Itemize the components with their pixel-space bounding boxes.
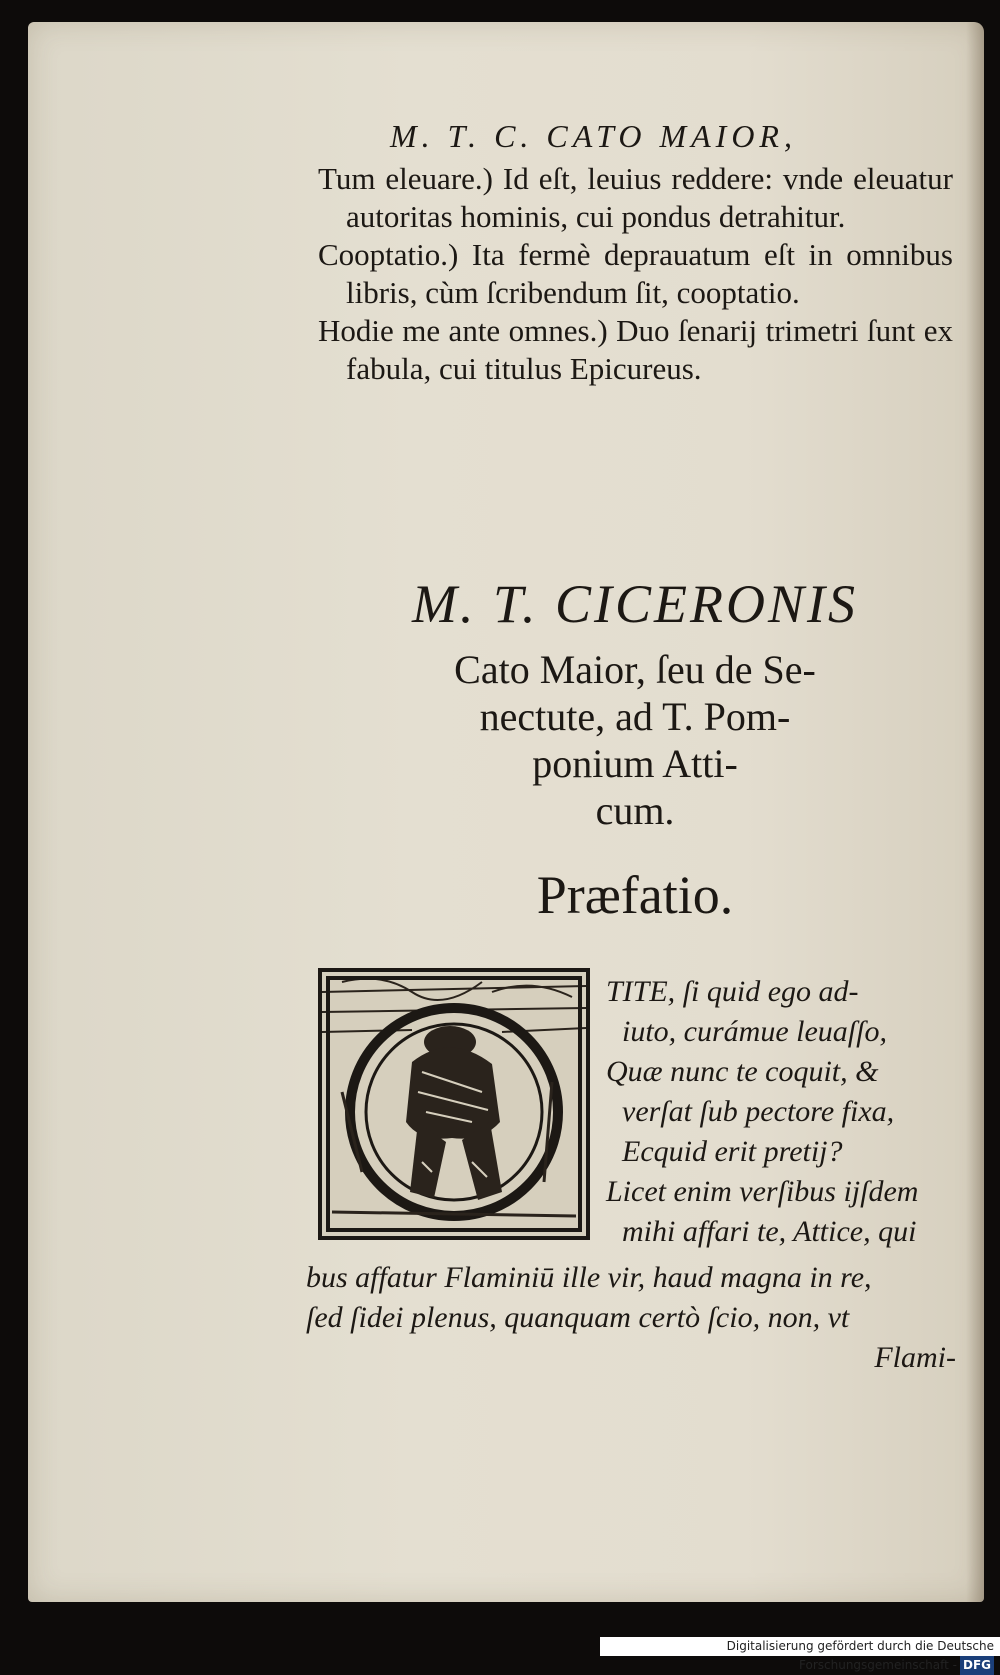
page-spine-shadow (966, 22, 984, 1602)
woodcut-initial-graphic (322, 972, 586, 1236)
preface-text-full-width (306, 1258, 956, 1378)
woodcut-initial-illustration (318, 968, 590, 1240)
title-block (310, 572, 960, 834)
running-head: M. T. C. CATO MAIOR, (390, 118, 797, 154)
preface-heading: Præfatio. (536, 865, 734, 925)
preface-line: Licet enim verſibus ijſdem (606, 1175, 919, 1208)
footer-credit-text: Digitalisierung gefördert durch die Deutsche Forschungsgemeinschaft - (726, 1639, 994, 1672)
preface-line: Quæ nunc te coquit, & (606, 1055, 879, 1088)
note-item: Hodie me ante omnes.) Duo ſenarij trimetri ſunt ex fabula, cui titulus Epicureus. (318, 313, 953, 386)
note-item: Cooptatio.) Ita fermè deprauatum eſt in omnibus libris, cùm ſcribendum ſit, cooptatio. (318, 237, 953, 310)
preface-line: iuto, curámue leuaſſo, (622, 1015, 887, 1048)
work-subtitle (310, 646, 960, 834)
preface-line: bus affatur Flaminiū ille vir, haud magna in re, (306, 1261, 872, 1294)
preface-line: Ecquid erit pretij? (622, 1135, 843, 1168)
dfg-logo-badge: DFG (960, 1656, 994, 1675)
preface-line: mihi affari te, Attice, qui (622, 1215, 917, 1248)
preface-line: TITE, ſi quid ego ad- (606, 975, 859, 1008)
preface-line: verſat ſub pectore fixa, (622, 1095, 895, 1128)
subtitle-line: cum. (595, 788, 675, 833)
subtitle-line: Cato Maior, ſeu de Se- (454, 647, 816, 692)
preface-line: ſed ſidei plenus, quanquam certò ſcio, non, vt (306, 1301, 850, 1334)
catchword: Flami- (874, 1341, 956, 1374)
subtitle-line: ponium Atti- (532, 741, 738, 786)
note-item: Tum eleuare.) Id eſt, leuius reddere: vnde eleuatur autoritas hominis, cui pondus detrahitur. (318, 161, 953, 234)
commentary-notes (318, 160, 953, 388)
work-title: M. T. CICERONIS (412, 574, 858, 634)
subtitle-line: nectute, ad T. Pom- (479, 694, 791, 739)
preface-text-beside-initial (606, 972, 956, 1252)
digitization-footer (600, 1637, 1000, 1672)
